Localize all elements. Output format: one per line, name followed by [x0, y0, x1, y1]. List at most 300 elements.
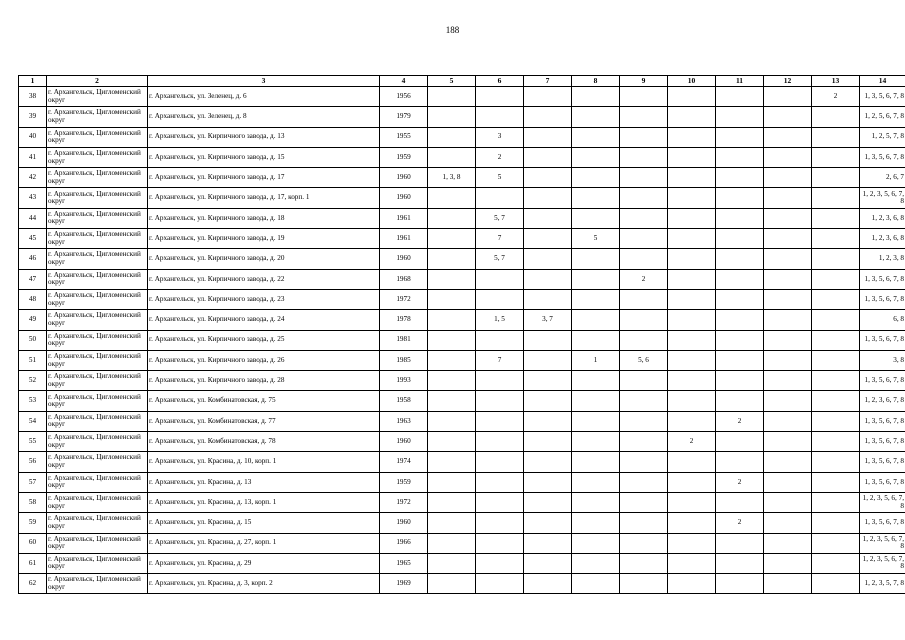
table-cell: 1, 2, 3, 8	[860, 249, 905, 269]
table-cell	[668, 269, 716, 289]
table-cell: 41	[19, 147, 47, 167]
table-cell	[524, 147, 572, 167]
table-cell: 1, 3, 8	[428, 168, 476, 188]
table-cell: 1972	[380, 492, 428, 512]
table-cell: 43	[19, 188, 47, 208]
table-cell	[620, 147, 668, 167]
table-cell	[524, 229, 572, 249]
table-cell: 38	[19, 87, 47, 107]
table-cell	[524, 371, 572, 391]
table-cell: г. Архангельск, ул. Кирпичного завода, д. 15	[148, 147, 380, 167]
table-cell	[716, 371, 764, 391]
table-cell	[764, 553, 812, 573]
table-cell	[620, 330, 668, 350]
table-cell	[620, 208, 668, 228]
table-row	[19, 391, 905, 411]
table-cell: 1960	[380, 188, 428, 208]
table-row	[19, 330, 905, 350]
table-cell	[428, 472, 476, 492]
table-cell	[572, 432, 620, 452]
column-header: 10	[668, 76, 716, 87]
table-cell	[572, 492, 620, 512]
table-cell	[668, 371, 716, 391]
table-cell: г. Архангельск, ул. Зеленец, д. 6	[148, 87, 380, 107]
table-cell	[668, 350, 716, 370]
table-cell: г. Архангельск, ул. Кирпичного завода, д. 23	[148, 289, 380, 309]
table-cell	[524, 168, 572, 188]
table-cell: 57	[19, 472, 47, 492]
table-cell	[764, 229, 812, 249]
table-cell: 2	[716, 411, 764, 431]
table-row	[19, 310, 905, 330]
table-cell: 1959	[380, 472, 428, 492]
table-cell: г. Архангельск, ул. Кирпичного завода, д. 17, корп. 1	[148, 188, 380, 208]
table-cell	[572, 107, 620, 127]
table-cell	[812, 289, 860, 309]
table-row	[19, 107, 905, 127]
table-cell	[476, 371, 524, 391]
table-cell: 5	[476, 168, 524, 188]
table-cell: 1960	[380, 432, 428, 452]
table-cell: 5	[572, 229, 620, 249]
table-cell	[668, 452, 716, 472]
table-cell: 53	[19, 391, 47, 411]
table-cell	[524, 127, 572, 147]
table-cell	[572, 168, 620, 188]
table-cell: г. Архангельск, ул. Кирпичного завода, д. 19	[148, 229, 380, 249]
table-cell	[572, 533, 620, 553]
table-cell: 58	[19, 492, 47, 512]
table-cell: 1, 5	[476, 310, 524, 330]
table-row	[19, 350, 905, 370]
table-cell	[428, 289, 476, 309]
table-cell: 1, 3, 5, 6, 7, 8	[860, 411, 905, 431]
table-cell	[524, 269, 572, 289]
table-row	[19, 411, 905, 431]
table-cell: 1, 3, 5, 6, 7, 8	[860, 289, 905, 309]
table-cell: 3	[476, 127, 524, 147]
table-cell: г. Архангельск, ул. Красина, д. 13	[148, 472, 380, 492]
table-cell	[524, 553, 572, 573]
table-cell: 1993	[380, 371, 428, 391]
table-cell: 1, 2, 3, 6, 8	[860, 229, 905, 249]
table-cell: 3, 7	[524, 310, 572, 330]
table-cell	[764, 127, 812, 147]
table-cell: 1961	[380, 208, 428, 228]
table-cell	[476, 533, 524, 553]
table-cell: 7	[476, 350, 524, 370]
table-cell	[476, 289, 524, 309]
table-cell	[620, 127, 668, 147]
table-cell	[620, 107, 668, 127]
table-cell	[620, 289, 668, 309]
table-cell	[476, 188, 524, 208]
table-cell: 1, 3, 5, 6, 7, 8	[860, 371, 905, 391]
table-cell	[572, 574, 620, 594]
table-cell	[428, 188, 476, 208]
table-cell	[668, 289, 716, 309]
table-cell	[572, 391, 620, 411]
table-cell: 1, 2, 3, 6, 7, 8	[860, 391, 905, 411]
table-cell	[620, 533, 668, 553]
table-cell	[476, 330, 524, 350]
table-cell: 39	[19, 107, 47, 127]
table-row	[19, 533, 905, 553]
table-cell	[524, 249, 572, 269]
table-cell	[428, 87, 476, 107]
table-cell: г. Архангельск, Цигломенский округ	[47, 208, 148, 228]
table-cell: 2, 6, 7	[860, 168, 905, 188]
table-cell: г. Архангельск, ул. Красина, д. 10, корп. 1	[148, 452, 380, 472]
table-cell	[716, 330, 764, 350]
table-cell	[716, 553, 764, 573]
table-cell	[812, 127, 860, 147]
table-cell	[428, 350, 476, 370]
table-cell: г. Архангельск, Цигломенский округ	[47, 472, 148, 492]
table-cell	[572, 411, 620, 431]
table-cell	[764, 452, 812, 472]
table-cell	[812, 310, 860, 330]
page-number: 188	[445, 25, 460, 35]
table-cell	[668, 513, 716, 533]
table-cell: г. Архангельск, Цигломенский округ	[47, 371, 148, 391]
table-cell	[428, 513, 476, 533]
table-cell	[716, 249, 764, 269]
table-cell: 2	[476, 147, 524, 167]
table-cell: 52	[19, 371, 47, 391]
table-cell: 54	[19, 411, 47, 431]
table-cell	[812, 107, 860, 127]
table-cell: 1974	[380, 452, 428, 472]
table-cell	[476, 492, 524, 512]
table-cell	[764, 188, 812, 208]
column-header: 1	[19, 76, 47, 87]
table-cell	[716, 127, 764, 147]
table-row	[19, 168, 905, 188]
table-cell	[764, 107, 812, 127]
table-cell: г. Архангельск, Цигломенский округ	[47, 432, 148, 452]
table-cell: г. Архангельск, Цигломенский округ	[47, 147, 148, 167]
table-cell: 1, 2, 5, 7, 8	[860, 127, 905, 147]
table-cell	[524, 533, 572, 553]
table-cell: 2	[812, 87, 860, 107]
table-row	[19, 574, 905, 594]
table-cell	[812, 229, 860, 249]
table-cell: г. Архангельск, Цигломенский округ	[47, 87, 148, 107]
table-cell	[524, 188, 572, 208]
table-cell: 1, 3, 5, 6, 7, 8	[860, 269, 905, 289]
table-cell: 1, 3, 5, 6, 7, 8	[860, 513, 905, 533]
table-cell	[716, 87, 764, 107]
table-cell	[668, 492, 716, 512]
table-cell: 1965	[380, 553, 428, 573]
table-cell: 50	[19, 330, 47, 350]
table-row	[19, 269, 905, 289]
table-cell	[764, 391, 812, 411]
table-row	[19, 513, 905, 533]
table-row	[19, 188, 905, 208]
table-cell: 49	[19, 310, 47, 330]
table-cell	[428, 330, 476, 350]
table-cell	[572, 330, 620, 350]
table-cell	[668, 168, 716, 188]
table-cell	[716, 452, 764, 472]
table-cell	[428, 411, 476, 431]
table-cell: 1, 2, 3, 5, 6, 7, 8	[860, 533, 905, 553]
table-cell	[716, 107, 764, 127]
table-cell	[812, 492, 860, 512]
table-cell	[812, 350, 860, 370]
table-row	[19, 472, 905, 492]
table-cell	[716, 310, 764, 330]
table-cell: 1972	[380, 289, 428, 309]
table-cell	[620, 492, 668, 512]
table-cell	[812, 391, 860, 411]
table-cell	[572, 127, 620, 147]
table-cell	[572, 472, 620, 492]
table-cell	[668, 127, 716, 147]
table-cell: г. Архангельск, ул. Кирпичного завода, д. 28	[148, 371, 380, 391]
table-row	[19, 371, 905, 391]
table-cell: 1979	[380, 107, 428, 127]
table-cell: г. Архангельск, ул. Кирпичного завода, д. 17	[148, 168, 380, 188]
table-row	[19, 432, 905, 452]
table-cell	[476, 574, 524, 594]
table-cell	[764, 432, 812, 452]
table-cell: 55	[19, 432, 47, 452]
table-cell: 3, 8	[860, 350, 905, 370]
table-cell	[668, 330, 716, 350]
table-cell: г. Архангельск, Цигломенский округ	[47, 553, 148, 573]
table-cell	[764, 147, 812, 167]
table-cell	[428, 432, 476, 452]
table-cell	[524, 411, 572, 431]
table-row	[19, 229, 905, 249]
table-cell: г. Архангельск, ул. Зеленец, д. 8	[148, 107, 380, 127]
table-cell	[524, 432, 572, 452]
table-cell	[620, 371, 668, 391]
table-cell	[668, 208, 716, 228]
table-cell	[812, 432, 860, 452]
table-cell	[572, 289, 620, 309]
table-cell	[764, 249, 812, 269]
table-cell	[620, 553, 668, 573]
table-cell: 1985	[380, 350, 428, 370]
table-cell: г. Архангельск, ул. Кирпичного завода, д. 18	[148, 208, 380, 228]
table-cell	[668, 107, 716, 127]
table-cell	[764, 574, 812, 594]
table-row	[19, 452, 905, 472]
table-cell: 5, 7	[476, 249, 524, 269]
table-cell: г. Архангельск, ул. Кирпичного завода, д. 25	[148, 330, 380, 350]
table-cell: г. Архангельск, ул. Красина, д. 15	[148, 513, 380, 533]
table-cell: г. Архангельск, Цигломенский округ	[47, 350, 148, 370]
table-cell	[620, 188, 668, 208]
table-cell	[620, 432, 668, 452]
column-header: 7	[524, 76, 572, 87]
table-cell	[812, 472, 860, 492]
table-cell: 1	[572, 350, 620, 370]
table-cell: 5, 7	[476, 208, 524, 228]
table-cell	[572, 147, 620, 167]
table-cell: 42	[19, 168, 47, 188]
table-cell	[524, 107, 572, 127]
table-cell	[812, 533, 860, 553]
table-cell: 40	[19, 127, 47, 147]
table-cell: г. Архангельск, Цигломенский округ	[47, 574, 148, 594]
table-cell	[428, 229, 476, 249]
table-cell	[812, 269, 860, 289]
table-cell: 1958	[380, 391, 428, 411]
table-cell	[668, 574, 716, 594]
table-cell	[524, 289, 572, 309]
table-cell	[764, 168, 812, 188]
table-row	[19, 127, 905, 147]
table-cell	[428, 452, 476, 472]
table-cell: 2	[716, 513, 764, 533]
table-cell: г. Архангельск, Цигломенский округ	[47, 249, 148, 269]
table-cell	[812, 147, 860, 167]
table-cell: 59	[19, 513, 47, 533]
table-cell: г. Архангельск, ул. Красина, д. 3, корп. 2	[148, 574, 380, 594]
table-cell: 6, 8	[860, 310, 905, 330]
table-cell: 1981	[380, 330, 428, 350]
table-cell	[572, 269, 620, 289]
table-cell: г. Архангельск, Цигломенский округ	[47, 168, 148, 188]
table-cell	[428, 249, 476, 269]
table-cell	[476, 269, 524, 289]
table-cell: 1960	[380, 513, 428, 533]
table-cell	[668, 533, 716, 553]
table-cell: г. Архангельск, Цигломенский округ	[47, 289, 148, 309]
table-cell	[812, 553, 860, 573]
table-cell	[668, 229, 716, 249]
column-header: 5	[428, 76, 476, 87]
table-cell	[476, 432, 524, 452]
table-cell	[668, 411, 716, 431]
table-cell: 1, 2, 3, 5, 6, 7, 8	[860, 553, 905, 573]
table-cell: 1956	[380, 87, 428, 107]
table-cell	[620, 249, 668, 269]
table-cell	[428, 371, 476, 391]
table-cell: г. Архангельск, Цигломенский округ	[47, 513, 148, 533]
table-cell: г. Архангельск, ул. Красина, д. 27, корп. 1	[148, 533, 380, 553]
column-header: 4	[380, 76, 428, 87]
table-cell: г. Архангельск, Цигломенский округ	[47, 188, 148, 208]
table-cell	[620, 310, 668, 330]
table-cell	[716, 269, 764, 289]
table-cell: 1960	[380, 168, 428, 188]
table-cell	[812, 168, 860, 188]
table-cell	[716, 229, 764, 249]
table-cell	[764, 269, 812, 289]
column-header: 12	[764, 76, 812, 87]
table-cell	[764, 513, 812, 533]
table-cell	[668, 249, 716, 269]
table-cell: 2	[716, 472, 764, 492]
table-cell: 1, 2, 3, 5, 6, 7, 8	[860, 492, 905, 512]
table-cell: г. Архангельск, Цигломенский округ	[47, 330, 148, 350]
table-cell	[812, 249, 860, 269]
table-row	[19, 289, 905, 309]
table-cell	[428, 269, 476, 289]
column-header: 2	[47, 76, 148, 87]
column-header: 14	[860, 76, 905, 87]
table-cell	[620, 472, 668, 492]
column-header: 11	[716, 76, 764, 87]
table-cell	[620, 87, 668, 107]
table-cell	[668, 310, 716, 330]
table-cell	[428, 147, 476, 167]
table-cell	[428, 310, 476, 330]
table-cell: 56	[19, 452, 47, 472]
table-cell: 1955	[380, 127, 428, 147]
table-row	[19, 208, 905, 228]
column-header: 6	[476, 76, 524, 87]
table-cell	[620, 391, 668, 411]
table-cell	[764, 310, 812, 330]
table-cell: г. Архангельск, ул. Кирпичного завода, д. 20	[148, 249, 380, 269]
table-cell: г. Архангельск, ул. Комбинатовская, д. 75	[148, 391, 380, 411]
table-cell: г. Архангельск, ул. Кирпичного завода, д. 13	[148, 127, 380, 147]
table-cell	[716, 533, 764, 553]
table-cell	[764, 411, 812, 431]
table-cell	[716, 391, 764, 411]
table-cell	[476, 513, 524, 533]
table-cell: 1978	[380, 310, 428, 330]
table-cell: 46	[19, 249, 47, 269]
table-cell	[716, 574, 764, 594]
table-row	[19, 87, 905, 107]
table-cell: 61	[19, 553, 47, 573]
table-cell: 60	[19, 533, 47, 553]
table-cell	[524, 574, 572, 594]
table-cell	[428, 492, 476, 512]
table-cell	[716, 147, 764, 167]
table-cell	[476, 452, 524, 472]
table-cell	[620, 452, 668, 472]
table-cell	[716, 168, 764, 188]
table-cell: г. Архангельск, ул. Комбинатовская, д. 77	[148, 411, 380, 431]
table-cell: 1963	[380, 411, 428, 431]
table-cell	[620, 513, 668, 533]
table-cell	[764, 533, 812, 553]
table-cell	[812, 330, 860, 350]
table-cell: 7	[476, 229, 524, 249]
table-cell: 1, 3, 5, 6, 7, 8	[860, 147, 905, 167]
table-cell	[524, 472, 572, 492]
table-cell	[716, 432, 764, 452]
table-cell	[572, 553, 620, 573]
table-cell: 1969	[380, 574, 428, 594]
table-header-row	[19, 76, 905, 87]
table-cell	[764, 492, 812, 512]
table-cell	[812, 371, 860, 391]
table-cell	[476, 391, 524, 411]
table-cell	[620, 574, 668, 594]
data-table	[18, 75, 905, 594]
table-row	[19, 553, 905, 573]
table-cell: 1, 3, 5, 6, 7, 8	[860, 472, 905, 492]
table-cell	[812, 411, 860, 431]
table-cell: г. Архангельск, Цигломенский округ	[47, 452, 148, 472]
table-cell	[428, 208, 476, 228]
table-cell: г. Архангельск, ул. Красина, д. 13, корп. 1	[148, 492, 380, 512]
table-cell	[524, 208, 572, 228]
table-cell	[524, 330, 572, 350]
table-cell: г. Архангельск, ул. Красина, д. 29	[148, 553, 380, 573]
table-cell: 2	[620, 269, 668, 289]
